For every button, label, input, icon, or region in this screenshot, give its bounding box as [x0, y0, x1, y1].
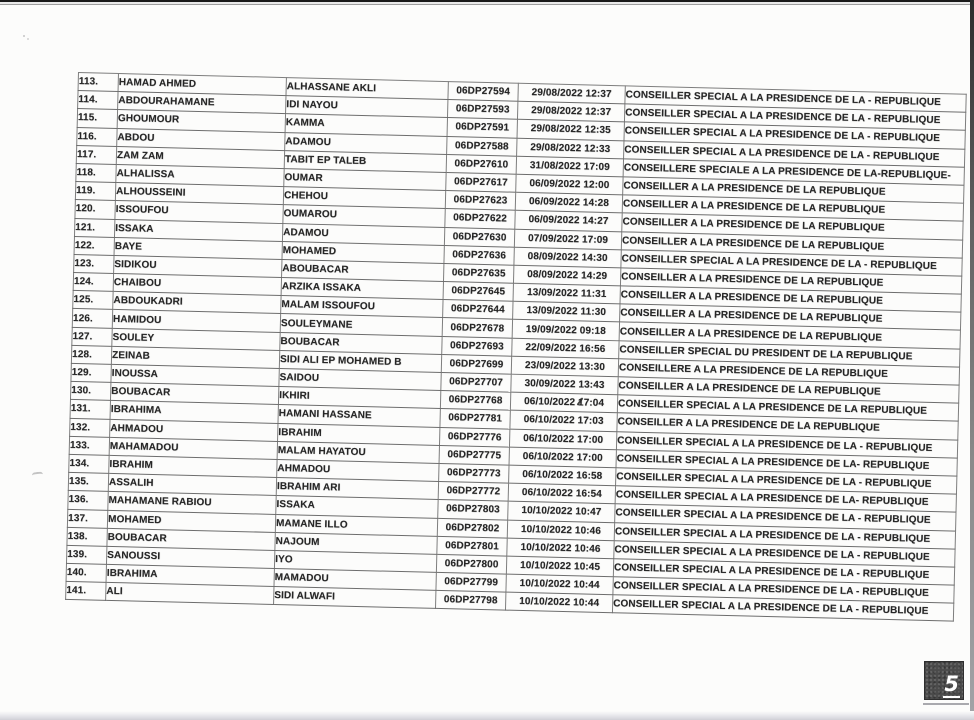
given-name-cell: ADAMOU	[282, 223, 444, 245]
document-number-cell: 06DP27803	[438, 500, 508, 520]
document-number-cell: 06DP27588	[447, 136, 517, 156]
document-number-cell: 06DP27802	[437, 518, 507, 538]
surname-cell: BOUBACAR	[107, 528, 275, 550]
surname-cell: ALI	[106, 583, 274, 605]
surname-cell: MOHAMED	[107, 510, 275, 532]
scan-right-edge	[970, 0, 974, 714]
function-cell: CONSEILLER A LA PRESIDENCE DE LA REPUBLIQUE	[621, 231, 962, 258]
given-name-cell: MAMADOU	[274, 569, 436, 591]
given-name-cell: IBRAHIM	[278, 423, 440, 445]
given-name-cell: KAMMA	[285, 114, 447, 136]
function-cell: CONSEILLER SPECIAL A LA PRESIDENCE DE LA - REPUBLIQUE	[614, 540, 955, 567]
document-number-cell: 06DP27591	[447, 118, 517, 138]
document-number-cell: 06DP27772	[438, 482, 508, 502]
datetime-cell: 06/10/2022 16:58	[509, 465, 616, 486]
function-cell: CONSEILLER SPECIAL A LA PRESIDENCE DE LA - REPUBLIQUE	[615, 504, 956, 531]
function-cell: CONSEILLER A LA PRESIDENCE DE LA REPUBLIQUE	[617, 413, 958, 440]
surname-cell: AHMADOU	[110, 419, 278, 441]
given-name-cell: IDI NAYOU	[286, 96, 448, 118]
surname-cell: MAHAMANE RABIOU	[108, 492, 276, 514]
function-cell: CONSEILLER A LA PRESIDENCE DE LA REPUBLIQUE	[622, 195, 963, 222]
surname-cell: BOUBACAR	[110, 383, 278, 405]
surname-cell: INOUSSA	[111, 364, 279, 386]
row-number-cell: 138.	[67, 527, 107, 546]
surname-cell: HAMAD AHMED	[118, 73, 286, 95]
document-number-cell: 06DP27644	[443, 300, 513, 320]
given-name-cell: SOULEYMANE	[280, 314, 442, 336]
document-number-cell: 06DP27776	[439, 427, 509, 447]
function-cell: CONSEILLER SPECIAL A LA PRESIDENCE DE LA REPUBLIQUE	[617, 395, 958, 422]
function-cell: CONSEILLER SPECIAL A LA PRESIDENCE DE LA - REPUBLIQUE	[625, 86, 966, 113]
row-number-cell: 121.	[74, 218, 114, 237]
document-number-cell: 06DP27798	[435, 591, 505, 611]
datetime-cell: 13/09/2022 11:30	[513, 301, 620, 322]
datetime-cell: 07/09/2022 17:09	[514, 229, 621, 250]
surname-cell: SOULEY	[112, 328, 280, 350]
row-number-cell: 136.	[68, 491, 108, 510]
document-number-cell: 06DP27800	[436, 554, 506, 574]
datetime-cell: 06/09/2022 14:28	[515, 192, 622, 213]
surname-cell: GHOUMOUR	[117, 110, 285, 132]
surname-cell: IBRAHIM	[109, 455, 277, 477]
datetime-cell: 10/10/2022 10:44	[505, 592, 612, 613]
document-number-cell: 06DP27773	[439, 463, 509, 483]
surname-cell: ZEINAB	[111, 346, 279, 368]
surname-cell: BAYE	[114, 237, 282, 259]
given-name-cell: BOUBACAR	[280, 332, 442, 354]
given-name-cell: OUMAR	[284, 169, 446, 191]
row-number-cell: 126.	[72, 309, 112, 328]
function-cell: CONSEILLER SPECIAL A LA PRESIDENCE DE LA - REPUBLIQUE	[612, 595, 953, 622]
surname-cell: ASSALIH	[108, 473, 276, 495]
surname-cell: ISSAKA	[114, 219, 282, 241]
datetime-cell: 06/10/2022 17:04	[510, 392, 617, 413]
row-number-cell: 113.	[78, 73, 118, 92]
ink-speck	[32, 471, 44, 478]
document-number-cell: 06DP27617	[446, 172, 516, 192]
registry-table-wrap	[65, 72, 966, 622]
datetime-cell: 10/10/2022 10:44	[506, 574, 613, 595]
row-number-cell: 131.	[70, 400, 110, 419]
row-number-cell: 124.	[73, 273, 113, 292]
surname-cell: IBRAHIMA	[110, 401, 278, 423]
datetime-cell: 06/10/2022 17:00	[509, 447, 616, 468]
document-number-cell: 06DP27775	[439, 445, 509, 465]
datetime-cell: 29/08/2022 12:33	[517, 138, 624, 159]
row-number-cell: 132.	[70, 418, 110, 437]
row-number-cell: 120.	[75, 200, 115, 219]
document-number-cell: 06DP27699	[441, 354, 511, 374]
row-number-cell: 118.	[76, 163, 116, 182]
document-number-cell: 06DP27610	[446, 154, 516, 174]
surname-cell: ABDOUKADRI	[113, 292, 281, 314]
given-name-cell: IKHIRI	[278, 387, 440, 409]
scan-bottom-edge	[0, 711, 974, 720]
datetime-cell: 06/10/2022 17:03	[510, 411, 617, 432]
row-number-cell: 133.	[69, 436, 109, 455]
function-cell: CONSEILLER A LA PRESIDENCE DE LA REPUBLIQUE	[618, 377, 959, 404]
row-number-cell: 114.	[78, 91, 118, 110]
row-number-cell: 122.	[74, 236, 114, 255]
registry-table-body	[66, 73, 967, 622]
function-cell: CONSEILLER A LA PRESIDENCE DE LA REPUBLIQUE	[622, 213, 963, 240]
datetime-cell: 10/10/2022 10:45	[506, 556, 613, 577]
document-number-cell: 06DP27768	[440, 391, 510, 411]
datetime-cell: 10/10/2022 10:46	[507, 520, 614, 541]
document-number-cell: 06DP27678	[442, 318, 512, 338]
surname-cell: ALHOUSSEINI	[115, 183, 283, 205]
datetime-cell: 29/08/2022 12:37	[517, 101, 624, 122]
surname-cell: MAHAMADOU	[109, 437, 277, 459]
function-cell: CONSEILLER SPECIAL A LA PRESIDENCE DE LA - REPUBLIQUE	[616, 431, 957, 458]
row-number-cell: 116.	[77, 127, 117, 146]
datetime-cell: 06/10/2022 17:00	[509, 429, 616, 450]
row-number-cell: 115.	[77, 109, 117, 128]
given-name-cell: HAMANI HASSANE	[278, 405, 440, 427]
given-name-cell: SAIDOU	[279, 369, 441, 391]
surname-cell: ISSOUFOU	[115, 201, 283, 223]
document-number-cell: 06DP27594	[448, 82, 518, 102]
given-name-cell: IBRAHIM ARI	[276, 478, 438, 500]
row-number-cell: 135.	[68, 473, 108, 492]
document-number-cell: 06DP27693	[442, 336, 512, 356]
document-number-cell: 06DP27636	[444, 245, 514, 265]
datetime-cell: 29/08/2022 12:37	[518, 83, 625, 104]
function-cell: CONSEILLER SPECIAL A LA PRESIDENCE DE LA - REPUBLIQUE	[613, 577, 954, 604]
function-cell: CONSEILLER SPECIAL A LA PRESIDENCE DE LA - REPUBLIQUE	[614, 522, 955, 549]
given-name-cell: CHEHOU	[283, 187, 445, 209]
function-cell: CONSEILLER SPECIAL A LA PRESIDENCE DE LA- REPUBLIQUE	[616, 450, 957, 477]
given-name-cell: NAJOUM	[275, 532, 437, 554]
function-cell: CONSEILLER SPECIAL DU PRESIDENT DE LA REPUBLIQUE	[619, 340, 960, 367]
page-number: 5	[944, 672, 959, 696]
document-number-cell: 06DP27635	[443, 263, 513, 283]
given-name-cell: MAMANE ILLO	[275, 514, 437, 536]
document-number-cell: 06DP27707	[441, 372, 511, 392]
function-cell: CONSEILLER A LA PRESIDENCE DE LA REPUBLIQUE	[620, 286, 961, 313]
row-number-cell: 139.	[66, 545, 106, 564]
given-name-cell: ADAMOU	[285, 132, 447, 154]
given-name-cell: SIDI ALWAFI	[274, 587, 436, 609]
given-name-cell: MALAM ISSOUFOU	[281, 296, 443, 318]
datetime-cell: 30/09/2022 13:43	[511, 374, 618, 395]
ink-speck	[23, 35, 25, 37]
registry-table	[65, 72, 967, 622]
datetime-cell: 06/10/2022 16:54	[508, 483, 615, 504]
given-name-cell: ALHASSANE AKLI	[286, 78, 448, 100]
surname-cell: HAMIDOU	[112, 310, 280, 332]
given-name-cell: SIDI ALI EP MOHAMED B	[279, 350, 441, 372]
row-number-cell: 129.	[71, 363, 111, 382]
row-number-cell: 125.	[73, 291, 113, 310]
given-name-cell: ISSAKA	[276, 496, 438, 518]
row-number-cell: 130.	[70, 382, 110, 401]
row-number-cell: 141.	[66, 582, 106, 601]
datetime-cell: 13/09/2022 11:31	[513, 283, 620, 304]
function-cell: CONSEILLER SPECIAL A LA PRESIDENCE DE LA - REPUBLIQUE	[624, 104, 965, 131]
function-cell: CONSEILLER SPECIAL A LA PRESIDENCE DE LA - REPUBLIQUE	[624, 140, 965, 167]
row-number-cell: 127.	[72, 327, 112, 346]
row-number-cell: 119.	[75, 182, 115, 201]
given-name-cell: IYO	[274, 550, 436, 572]
datetime-cell: 10/10/2022 10:47	[508, 501, 615, 522]
function-cell: CONSEILLERE A LA PRESIDENCE DE LA REPUBLIQUE	[618, 359, 959, 386]
datetime-cell: 08/09/2022 14:30	[514, 247, 621, 268]
document-number-cell: 06DP27799	[436, 572, 506, 592]
given-name-cell: ARZIKA ISSAKA	[281, 278, 443, 300]
function-cell: CONSEILLERE SPECIALE A LA PRESIDENCE DE LA-REPUBLIQUE-	[623, 159, 964, 186]
function-cell: CONSEILLER A LA PRESIDENCE DE LA REPUBLIQUE	[619, 322, 960, 349]
function-cell: CONSEILLER SPECIAL A LA PRESIDENCE DE LA - REPUBLIQUE	[624, 122, 965, 149]
surname-cell: ABDOU	[117, 128, 285, 150]
function-cell: CONSEILLER SPECIAL A LA PRESIDENCE DE LA - REPUBLIQUE	[616, 468, 957, 495]
function-cell: CONSEILLER A LA PRESIDENCE DE LA REPUBLIQUE	[620, 304, 961, 331]
given-name-cell: AHMADOU	[277, 459, 439, 481]
given-name-cell: OUMAROU	[283, 205, 445, 227]
surname-cell: ZAM ZAM	[116, 146, 284, 168]
given-name-cell: ABOUBACAR	[282, 259, 444, 281]
given-name-cell: MOHAMED	[282, 241, 444, 263]
row-number-cell: 128.	[71, 345, 111, 364]
surname-cell: SIDIKOU	[114, 255, 282, 277]
document-number-cell: 06DP27623	[445, 191, 515, 211]
datetime-cell: 29/08/2022 12:35	[517, 120, 624, 141]
function-cell: CONSEILLER SPECIAL A LA PRESIDENCE DE LA - REPUBLIQUE	[613, 559, 954, 586]
datetime-cell: 22/09/2022 16:56	[512, 338, 619, 359]
surname-cell: ABDOURAHAMANE	[118, 92, 286, 114]
given-name-cell: TABIT EP TALEB	[284, 150, 446, 172]
page-number-badge	[924, 661, 964, 700]
datetime-cell: 19/09/2022 09:18	[512, 320, 619, 341]
datetime-cell: 06/09/2022 12:00	[516, 174, 623, 195]
document-number-cell: 06DP27781	[440, 409, 510, 429]
datetime-cell: 10/10/2022 10:46	[507, 538, 614, 559]
datetime-cell: 23/09/2022 13:30	[511, 356, 618, 377]
function-cell: CONSEILLER A LA PRESIDENCE DE LA REPUBLIQUE	[620, 268, 961, 295]
document-number-cell: 06DP27593	[447, 100, 517, 120]
datetime-cell: 31/08/2022 17:09	[516, 156, 623, 177]
document-number-cell: 06DP27622	[445, 209, 515, 229]
row-number-cell: 137.	[67, 509, 107, 528]
document-number-cell: 06DP27645	[443, 282, 513, 302]
given-name-cell: MALAM HAYATOU	[277, 441, 439, 463]
surname-cell: ALHALISSA	[116, 164, 284, 186]
surname-cell: CHAIBOU	[113, 273, 281, 295]
function-cell: CONSEILLER SPECIAL A LA PRESIDENCE DE LA - REPUBLIQUE	[621, 250, 962, 277]
document-number-cell: 06DP27630	[444, 227, 514, 247]
row-number-cell: 140.	[66, 563, 106, 582]
row-number-cell: 117.	[76, 145, 116, 164]
function-cell: CONSEILLER A LA PRESIDENCE DE LA REPUBLIQUE	[623, 177, 964, 204]
scan-top-edge	[0, 0, 974, 6]
datetime-cell: 06/09/2022 14:27	[515, 211, 622, 232]
document-number-cell: 06DP27801	[437, 536, 507, 556]
row-number-cell: 123.	[74, 254, 114, 273]
surname-cell: SANOUSSI	[106, 546, 274, 568]
surname-cell: IBRAHIMA	[106, 564, 274, 586]
function-cell: CONSEILLER SPECIAL A LA PRESIDENCE DE LA- REPUBLIQUE	[615, 486, 956, 513]
row-number-cell: 134.	[69, 454, 109, 473]
datetime-cell: 08/09/2022 14:29	[513, 265, 620, 286]
